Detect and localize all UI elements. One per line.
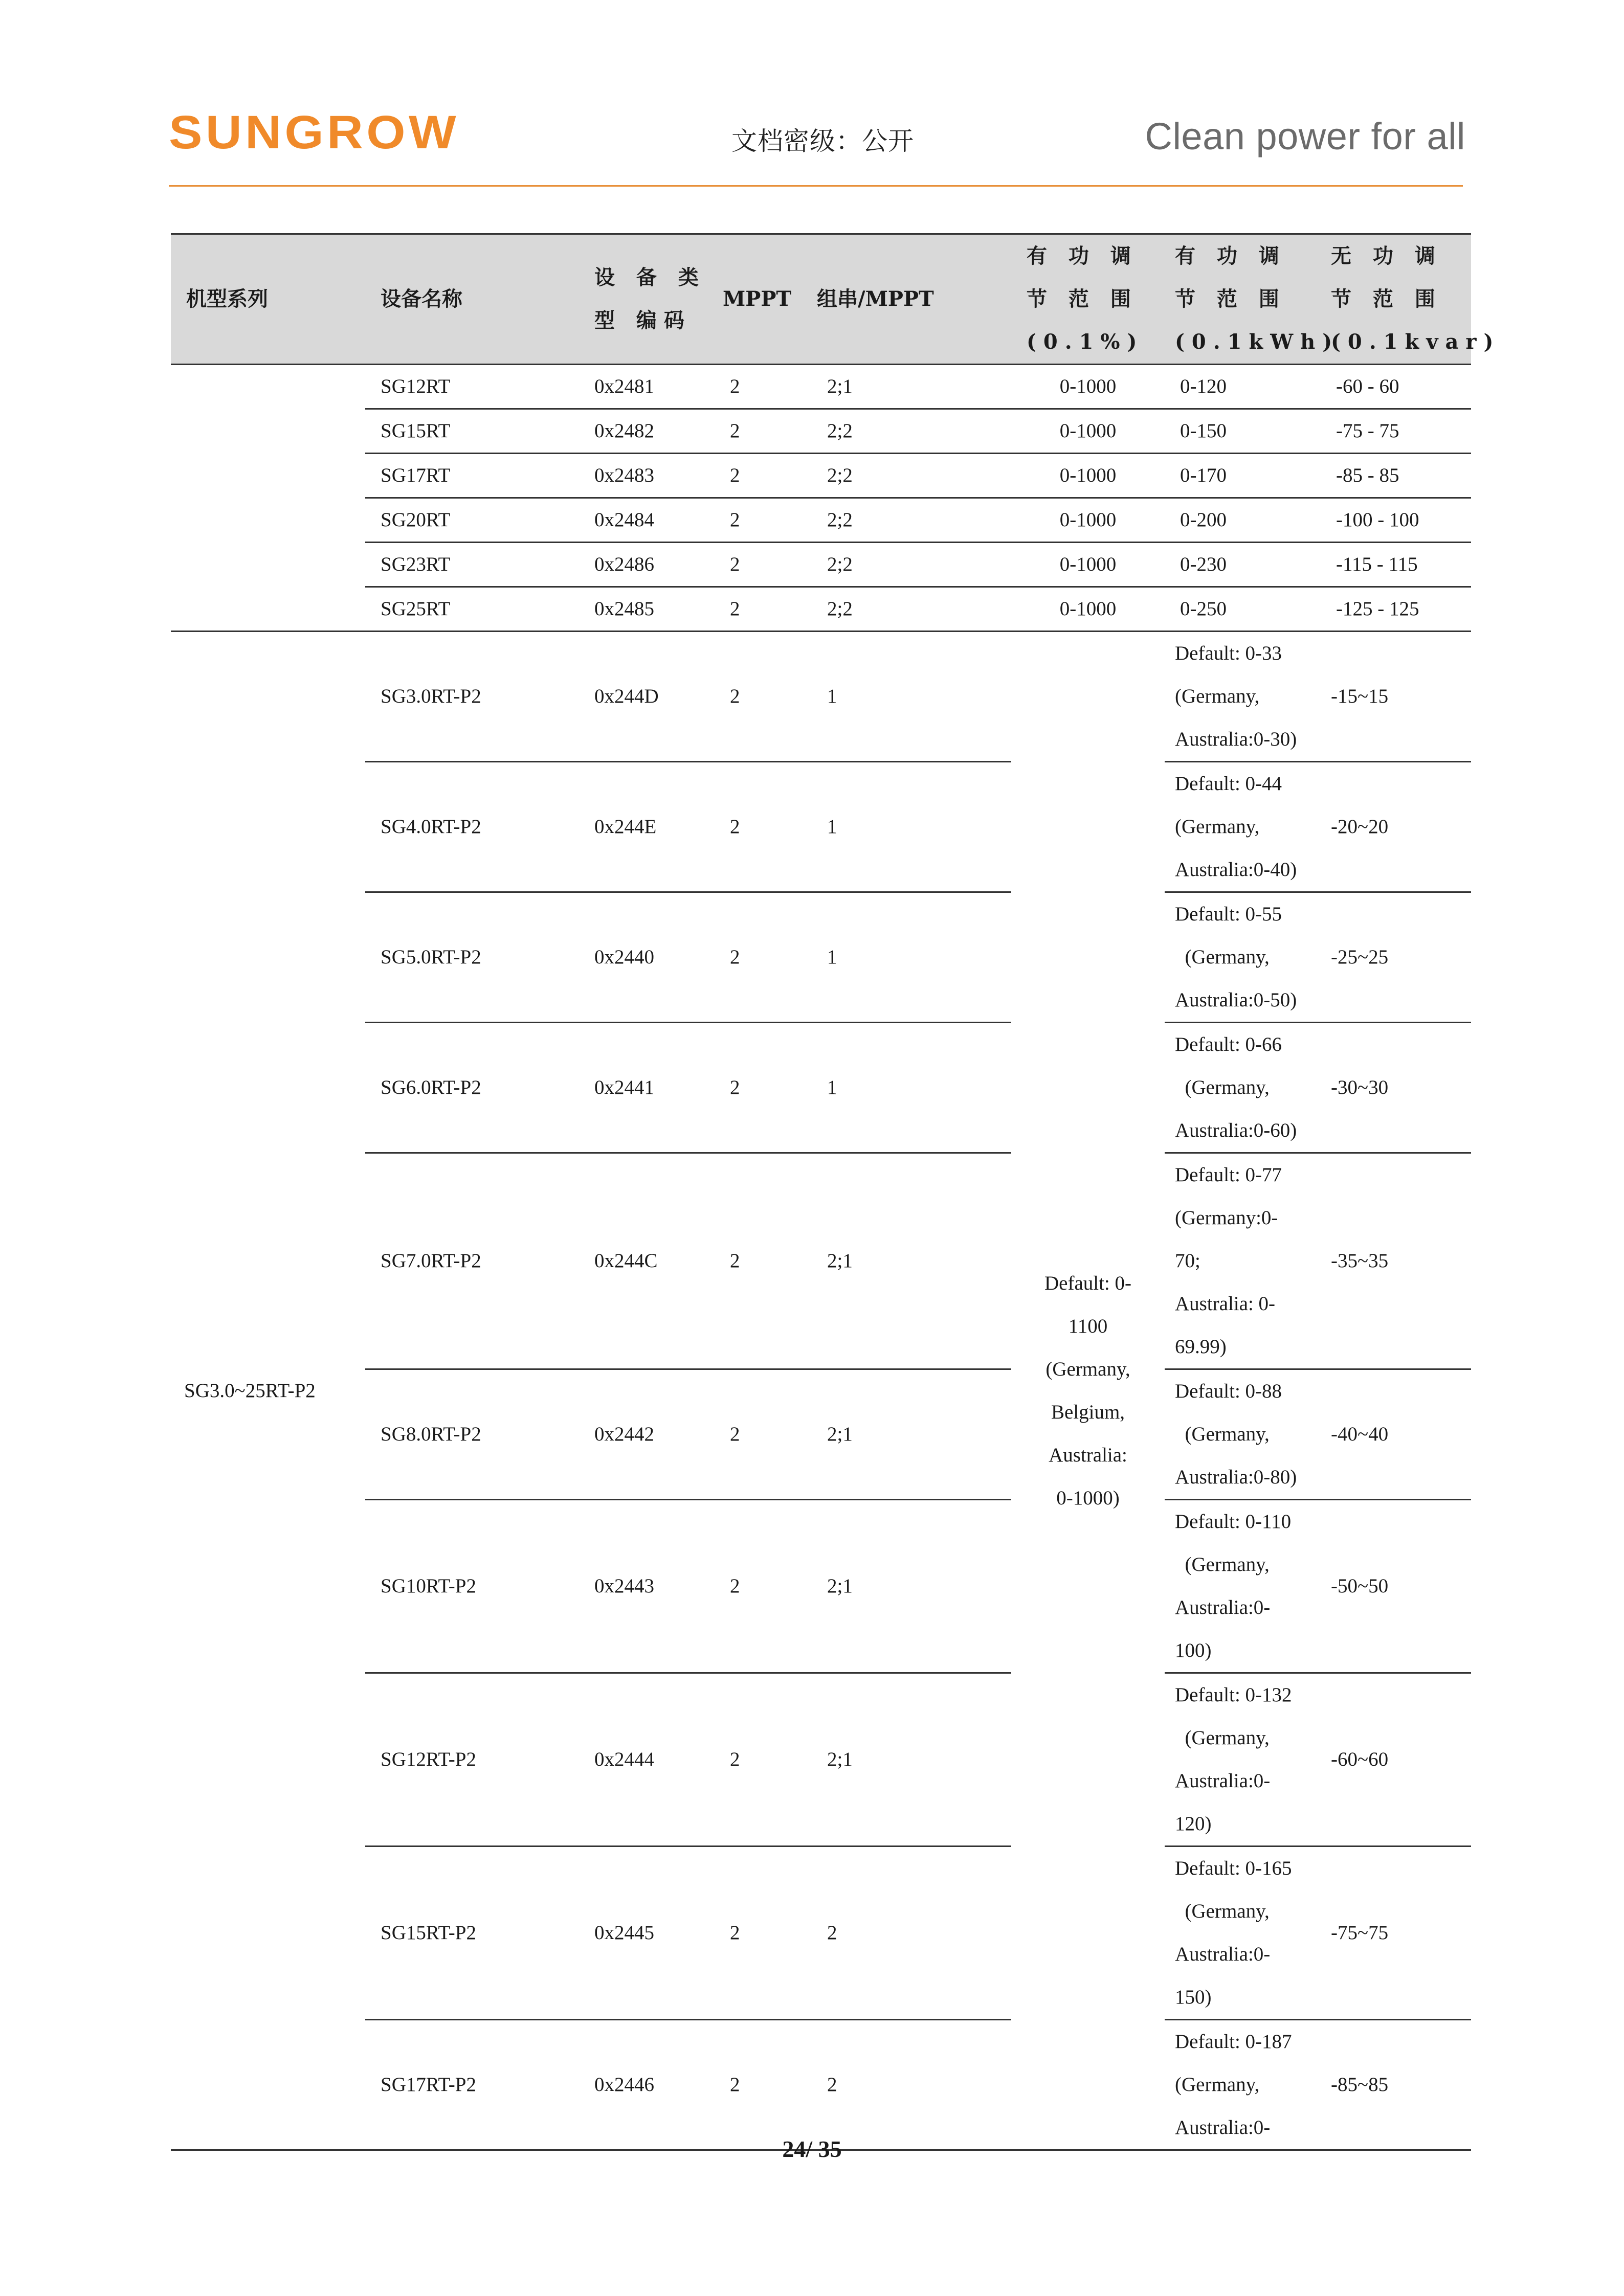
mppt-cell: 2 (715, 1847, 812, 2020)
device-name-cell: SG5.0RT-P2 (365, 892, 579, 1023)
active-range-cell: 0-1000 (1011, 498, 1165, 543)
string-mppt-cell: 2;1 (812, 365, 1011, 409)
mppt-cell: 2 (715, 498, 812, 543)
string-mppt-cell: 1 (812, 892, 1011, 1023)
active-kwh-line: (Germany:0- (1175, 1207, 1278, 1229)
active-kwh-line: Australia: 0- (1175, 1293, 1276, 1315)
sungrow-logo (169, 112, 465, 153)
active-kwh-line: 150) (1175, 1986, 1212, 2008)
reactive-range-cell: -100 - 100 (1321, 498, 1471, 543)
table-row (171, 1369, 1471, 1500)
active-kwh-line: Australia:0- (1175, 1596, 1271, 1618)
page-header (0, 0, 1624, 189)
mppt-cell: 2 (715, 365, 812, 409)
active-kwh-line: (Germany, (1175, 816, 1260, 838)
reactive-range-cell: -35~35 (1321, 1153, 1471, 1369)
page-number: 24/ 35 (782, 2136, 842, 2162)
type-code-cell: 0x2483 (579, 454, 715, 498)
reactive-range-cell: -40~40 (1321, 1369, 1471, 1500)
table-row (171, 1500, 1471, 1673)
active-range-line: Belgium, (1051, 1401, 1125, 1423)
table-row (171, 1153, 1471, 1369)
string-mppt-cell: 2;1 (812, 1673, 1011, 1847)
active-kwh-line: (Germany, (1175, 2074, 1260, 2096)
table-row (171, 587, 1471, 632)
active-kwh-line: 100) (1175, 1639, 1212, 1661)
active-kwh-cell (1165, 632, 1321, 762)
device-table-container (171, 233, 1501, 2151)
mppt-cell: 2 (715, 543, 812, 587)
reactive-range-cell: -30~30 (1321, 1023, 1471, 1153)
type-code-cell: 0x2484 (579, 498, 715, 543)
active-kwh-cell (1165, 1023, 1321, 1153)
table-row (171, 454, 1471, 498)
mppt-cell: 2 (715, 1153, 812, 1369)
active-kwh-cell (1165, 1153, 1321, 1369)
active-range-cell: 0-1000 (1011, 409, 1165, 454)
device-name-cell: SG25RT (365, 587, 579, 632)
string-mppt-cell: 2;1 (812, 1153, 1011, 1369)
type-code-cell: 0x2440 (579, 892, 715, 1023)
reactive-range-cell: -125 - 125 (1321, 587, 1471, 632)
table-row (171, 892, 1471, 1023)
active-kwh-line: 120) (1175, 1813, 1212, 1835)
active-range-cell: 0-1000 (1011, 587, 1165, 632)
col-header-active-range: 有 功 调 节 范 围(0.1%) (1011, 234, 1165, 365)
device-table (171, 233, 1501, 2151)
active-kwh-line: (Germany, (1175, 1554, 1270, 1575)
active-kwh-line: (Germany, (1175, 1727, 1270, 1749)
active-kwh-line: Default: 0-110 (1175, 1511, 1292, 1533)
active-kwh-line: Default: 0-66 (1175, 1033, 1282, 1055)
type-code-cell: 0x2446 (579, 2020, 715, 2150)
mppt-cell: 2 (715, 409, 812, 454)
type-code-cell: 0x2444 (579, 1673, 715, 1847)
string-mppt-cell: 1 (812, 762, 1011, 892)
active-kwh-cell (1165, 2020, 1321, 2150)
table-row (171, 543, 1471, 587)
device-name-cell: SG15RT-P2 (365, 1847, 579, 2020)
slogan: Clean power for all (1145, 115, 1465, 157)
active-kwh-line: Default: 0-165 (1175, 1857, 1292, 1879)
doc-classification: 文档密级：公开 (731, 126, 914, 156)
reactive-range-cell: -75~75 (1321, 1847, 1471, 2020)
active-kwh-line: Default: 0-77 (1175, 1164, 1282, 1186)
active-kwh-line: (Germany, (1175, 946, 1270, 968)
mppt-cell: 2 (715, 2020, 812, 2150)
active-kwh-line: 69.99) (1175, 1336, 1227, 1358)
string-mppt-cell: 2;2 (812, 498, 1011, 543)
type-code-cell: 0x244D (579, 632, 715, 762)
type-code-cell: 0x2441 (579, 1023, 715, 1153)
series-cell: SG3.0~25RT-P2 (171, 632, 365, 2150)
device-name-cell: SG6.0RT-P2 (365, 1023, 579, 1153)
active-range-cell: 0-1000 (1011, 365, 1165, 409)
reactive-range-cell: -20~20 (1321, 762, 1471, 892)
mppt-cell: 2 (715, 454, 812, 498)
active-kwh-line: (Germany, (1175, 1900, 1270, 1922)
active-kwh-line: Default: 0-55 (1175, 903, 1282, 925)
header-divider (169, 185, 1463, 187)
active-kwh-cell (1165, 1673, 1321, 1847)
reactive-range-cell: -75 - 75 (1321, 409, 1471, 454)
reactive-range-cell: -85~85 (1321, 2020, 1471, 2150)
type-code-cell: 0x244C (579, 1153, 715, 1369)
active-kwh-line: (Germany, (1175, 1076, 1270, 1098)
type-code-cell: 0x2482 (579, 409, 715, 454)
active-kwh-line: Australia:0-50) (1175, 989, 1297, 1011)
active-range-cell: 0-1000 (1011, 454, 1165, 498)
active-range-line: 0-1000) (1056, 1487, 1120, 1509)
active-kwh-cell: 0-170 (1165, 454, 1321, 498)
col-header-type-code: 设 备 类 型 编码 (579, 234, 715, 365)
active-kwh-line: Australia:0- (1175, 2117, 1271, 2139)
active-kwh-line: Australia:0-30) (1175, 728, 1297, 750)
string-mppt-cell: 2;1 (812, 1500, 1011, 1673)
type-code-cell: 0x2486 (579, 543, 715, 587)
active-kwh-line: Default: 0-132 (1175, 1684, 1292, 1706)
col-header-mppt: MPPT (715, 234, 812, 365)
reactive-range-cell: -15~15 (1321, 632, 1471, 762)
active-kwh-cell: 0-250 (1165, 587, 1321, 632)
series-cell (171, 365, 365, 632)
active-kwh-cell (1165, 762, 1321, 892)
active-range-line: (Germany, (1045, 1358, 1130, 1380)
active-kwh-cell (1165, 1369, 1321, 1500)
active-kwh-cell (1165, 1847, 1321, 2020)
mppt-cell: 2 (715, 762, 812, 892)
active-kwh-line: (Germany, (1175, 685, 1260, 707)
string-mppt-cell: 2 (812, 1847, 1011, 2020)
col-header-device-name: 设备名称 (365, 234, 579, 365)
table-row (171, 1847, 1471, 2020)
device-name-cell: SG7.0RT-P2 (365, 1153, 579, 1369)
device-name-cell: SG20RT (365, 498, 579, 543)
table-row (171, 1023, 1471, 1153)
active-range-line: Default: 0- (1044, 1272, 1131, 1294)
active-range-line: 1100 (1068, 1315, 1108, 1337)
device-name-cell: SG15RT (365, 409, 579, 454)
reactive-range-cell: -85 - 85 (1321, 454, 1471, 498)
active-range-lines (1016, 1262, 1160, 1520)
reactive-range-cell: -60~60 (1321, 1673, 1471, 1847)
active-range-cell: 0-1000 (1011, 543, 1165, 587)
device-name-cell: SG17RT-P2 (365, 2020, 579, 2150)
type-code-cell: 0x2445 (579, 1847, 715, 2020)
active-kwh-line: Australia:0- (1175, 1770, 1271, 1792)
active-kwh-cell: 0-200 (1165, 498, 1321, 543)
mppt-cell: 2 (715, 1673, 812, 1847)
device-name-cell: SG3.0RT-P2 (365, 632, 579, 762)
active-kwh-line: (Germany, (1175, 1423, 1270, 1445)
device-name-cell: SG17RT (365, 454, 579, 498)
mppt-cell: 2 (715, 587, 812, 632)
active-kwh-line: Australia:0- (1175, 1943, 1271, 1965)
table-header-row (171, 234, 1471, 365)
active-range-line: Australia: (1049, 1444, 1127, 1466)
col-header-string-mppt: 组串/MPPT (812, 234, 1011, 365)
mppt-cell: 2 (715, 1369, 812, 1500)
reactive-range-cell: -115 - 115 (1321, 543, 1471, 587)
mppt-cell: 2 (715, 1023, 812, 1153)
svg-text:SUNGROW: SUNGROW (169, 112, 459, 153)
active-kwh-line: Default: 0-44 (1175, 773, 1282, 795)
active-kwh-line: Australia:0-40) (1175, 859, 1297, 881)
reactive-range-cell: -60 - 60 (1321, 365, 1471, 409)
active-kwh-line: Default: 0-88 (1175, 1380, 1282, 1402)
table-row (171, 2020, 1471, 2150)
table-row (171, 365, 1471, 409)
mppt-cell: 2 (715, 1500, 812, 1673)
type-code-cell: 0x2481 (579, 365, 715, 409)
device-name-cell: SG23RT (365, 543, 579, 587)
active-kwh-cell: 0-120 (1165, 365, 1321, 409)
device-name-cell: SG4.0RT-P2 (365, 762, 579, 892)
string-mppt-cell: 2;2 (812, 543, 1011, 587)
active-kwh-cell (1165, 892, 1321, 1023)
active-kwh-line: Australia:0-60) (1175, 1119, 1297, 1141)
active-kwh-cell: 0-150 (1165, 409, 1321, 454)
reactive-range-cell: -25~25 (1321, 892, 1471, 1023)
string-mppt-cell: 2;2 (812, 587, 1011, 632)
table-row (171, 498, 1471, 543)
device-name-cell: SG12RT (365, 365, 579, 409)
active-kwh-cell (1165, 1500, 1321, 1673)
table-row (171, 1673, 1471, 1847)
table-row (171, 762, 1471, 892)
col-header-active-kwh: 有 功 调 节 范 围(0.1kWh) (1165, 234, 1321, 365)
type-code-cell: 0x2485 (579, 587, 715, 632)
string-mppt-cell: 1 (812, 632, 1011, 762)
device-name-cell: SG10RT-P2 (365, 1500, 579, 1673)
active-kwh-line: Australia:0-80) (1175, 1466, 1297, 1488)
type-code-cell: 0x2443 (579, 1500, 715, 1673)
mppt-cell: 2 (715, 632, 812, 762)
mppt-cell: 2 (715, 892, 812, 1023)
string-mppt-cell: 2;1 (812, 1369, 1011, 1500)
col-header-series: 机型系列 (171, 234, 365, 365)
string-mppt-cell: 2;2 (812, 454, 1011, 498)
active-kwh-line: Default: 0-187 (1175, 2031, 1292, 2053)
reactive-range-cell: -50~50 (1321, 1500, 1471, 1673)
active-kwh-line: Default: 0-33 (1175, 642, 1282, 664)
string-mppt-cell: 2;2 (812, 409, 1011, 454)
col-header-reactive-range: 无 功 调 节 范 围(0.1kvar) (1321, 234, 1471, 365)
type-code-cell: 0x2442 (579, 1369, 715, 1500)
string-mppt-cell: 1 (812, 1023, 1011, 1153)
active-kwh-line: 70; (1175, 1250, 1200, 1272)
device-name-cell: SG12RT-P2 (365, 1673, 579, 1847)
active-range-merged-cell (1011, 632, 1165, 2150)
table-row (171, 409, 1471, 454)
type-code-cell: 0x244E (579, 762, 715, 892)
table-body (171, 365, 1471, 2150)
active-kwh-cell: 0-230 (1165, 543, 1321, 587)
string-mppt-cell: 2 (812, 2020, 1011, 2150)
device-name-cell: SG8.0RT-P2 (365, 1369, 579, 1500)
table-row (171, 632, 1471, 762)
